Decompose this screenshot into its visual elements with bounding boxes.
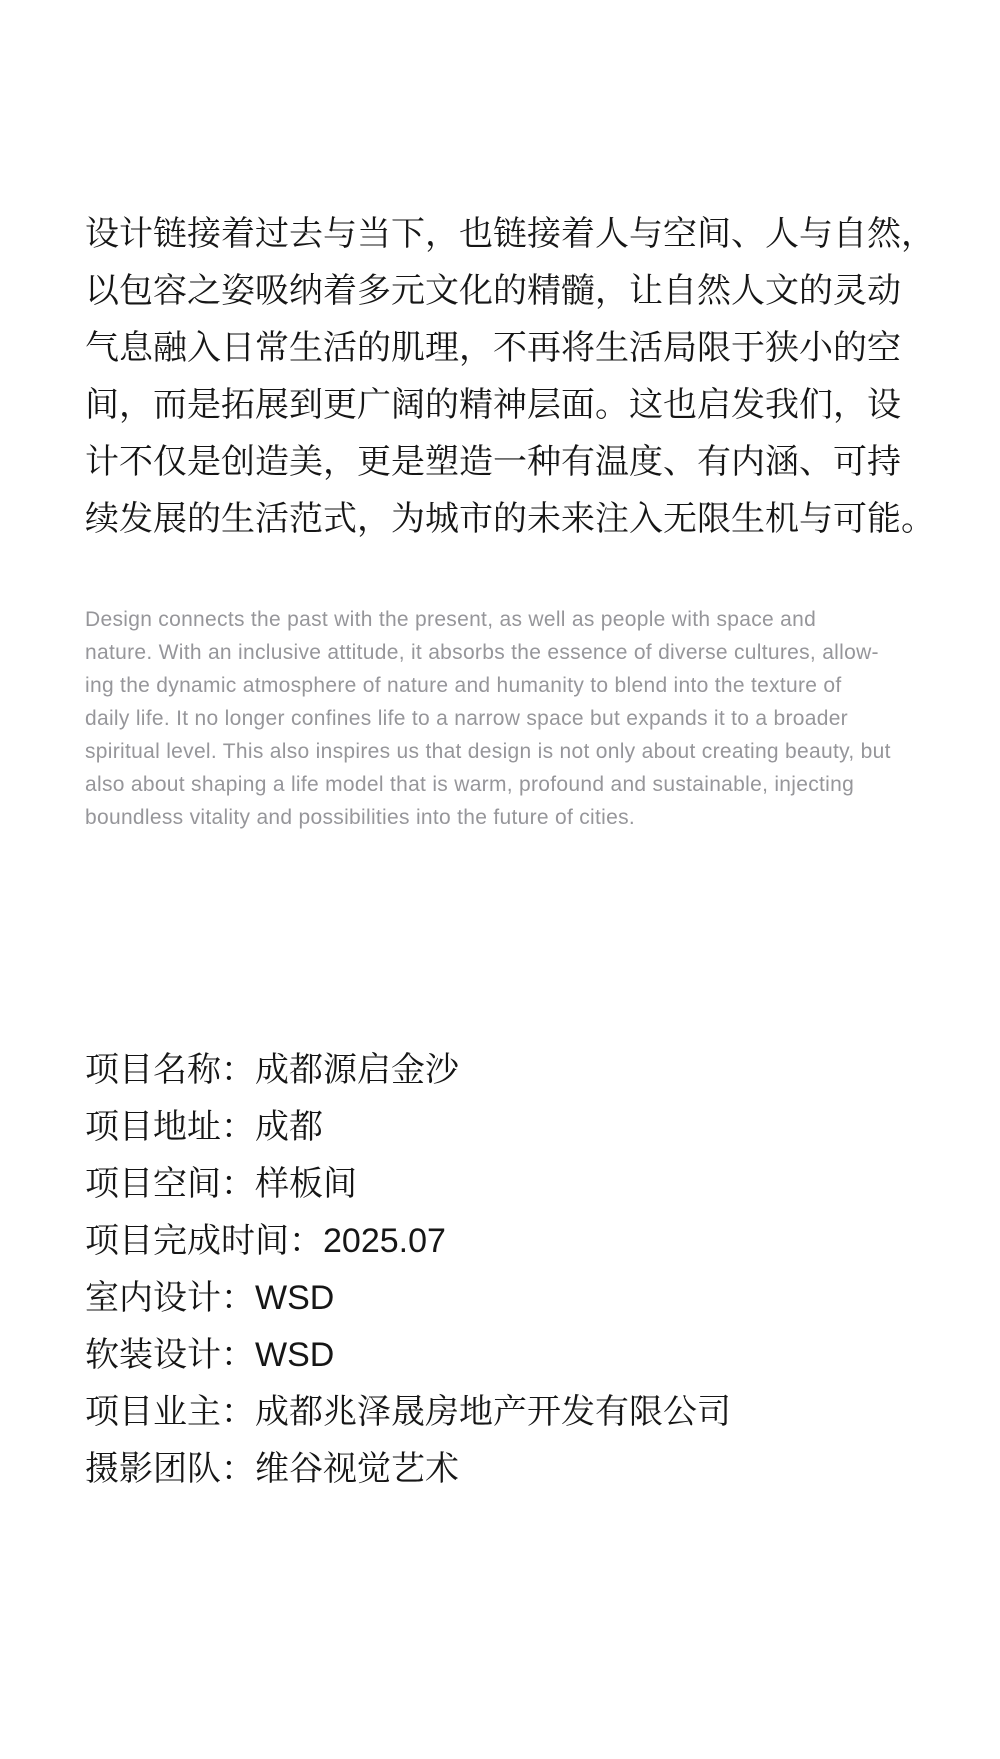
intro-en-line: nature. With an inclusive attitude, it absorbs the essence of diverse cultures, allow- (85, 641, 879, 664)
project-info-row-owner (85, 1384, 930, 1441)
project-info-label: 项目业主： (85, 1393, 255, 1431)
intro-zh-line: 计不仅是创造美，更是塑造一种有温度、有内涵、可持 (85, 443, 901, 481)
project-info-value: 成都 (255, 1108, 323, 1146)
project-info-label: 软装设计： (85, 1336, 255, 1374)
project-info-row-photography (85, 1441, 930, 1498)
intro-zh-line: 设计链接着过去与当下，也链接着人与空间、人与自然， (85, 215, 935, 253)
project-info-value: 成都源启金沙 (255, 1051, 459, 1089)
article-content (85, 0, 935, 1498)
intro-en-line: ing the dynamic atmosphere of nature and humanity to blend into the texture of (85, 674, 842, 697)
project-info-label: 项目空间： (85, 1165, 255, 1203)
project-info-row-completion-date (85, 1213, 930, 1270)
intro-zh-line: 气息融入日常生活的肌理，不再将生活局限于狭小的空 (85, 329, 901, 367)
project-info-value: 2025.07 (323, 1222, 446, 1260)
project-info-label: 摄影团队： (85, 1450, 255, 1488)
project-info-row-address (85, 1099, 930, 1156)
project-info-list (85, 1042, 930, 1498)
intro-en-line: Design connects the past with the present, as well as people with space and (85, 608, 817, 631)
project-info-label: 项目名称： (85, 1051, 255, 1089)
intro-zh-line: 以包容之姿吸纳着多元文化的精髓，让自然人文的灵动 (85, 272, 901, 310)
project-info-row-name (85, 1042, 930, 1099)
project-info-row-interior-design (85, 1270, 930, 1327)
intro-en-line: boundless vitality and possibilities into the future of cities. (85, 806, 636, 829)
project-info-label: 项目完成时间： (85, 1222, 323, 1260)
intro-zh-line: 间，而是拓展到更广阔的精神层面。这也启发我们，设 (85, 386, 901, 424)
project-info-label: 室内设计： (85, 1279, 255, 1317)
intro-zh-line: 续发展的生活范式，为城市的未来注入无限生机与可能。 (85, 500, 935, 538)
project-info-value: 样板间 (255, 1165, 357, 1203)
project-info-value: 成都兆泽晟房地产开发有限公司 (255, 1393, 731, 1431)
intro-paragraph-zh (85, 206, 935, 548)
project-info-value: 维谷视觉艺术 (255, 1450, 459, 1488)
project-info-value: WSD (255, 1336, 335, 1374)
project-info-row-space (85, 1156, 930, 1213)
project-info-row-soft-decoration (85, 1327, 930, 1384)
project-info-value: WSD (255, 1279, 335, 1317)
intro-en-line: daily life. It no longer confines life to a narrow space but expands it to a broader (85, 707, 848, 730)
intro-en-line: spiritual level. This also inspires us that design is not only about creating beauty, but (85, 740, 891, 763)
intro-en-line: also about shaping a life model that is warm, profound and sustainable, injecting (85, 773, 855, 796)
project-info-label: 项目地址： (85, 1108, 255, 1146)
intro-paragraph-en (85, 603, 930, 834)
